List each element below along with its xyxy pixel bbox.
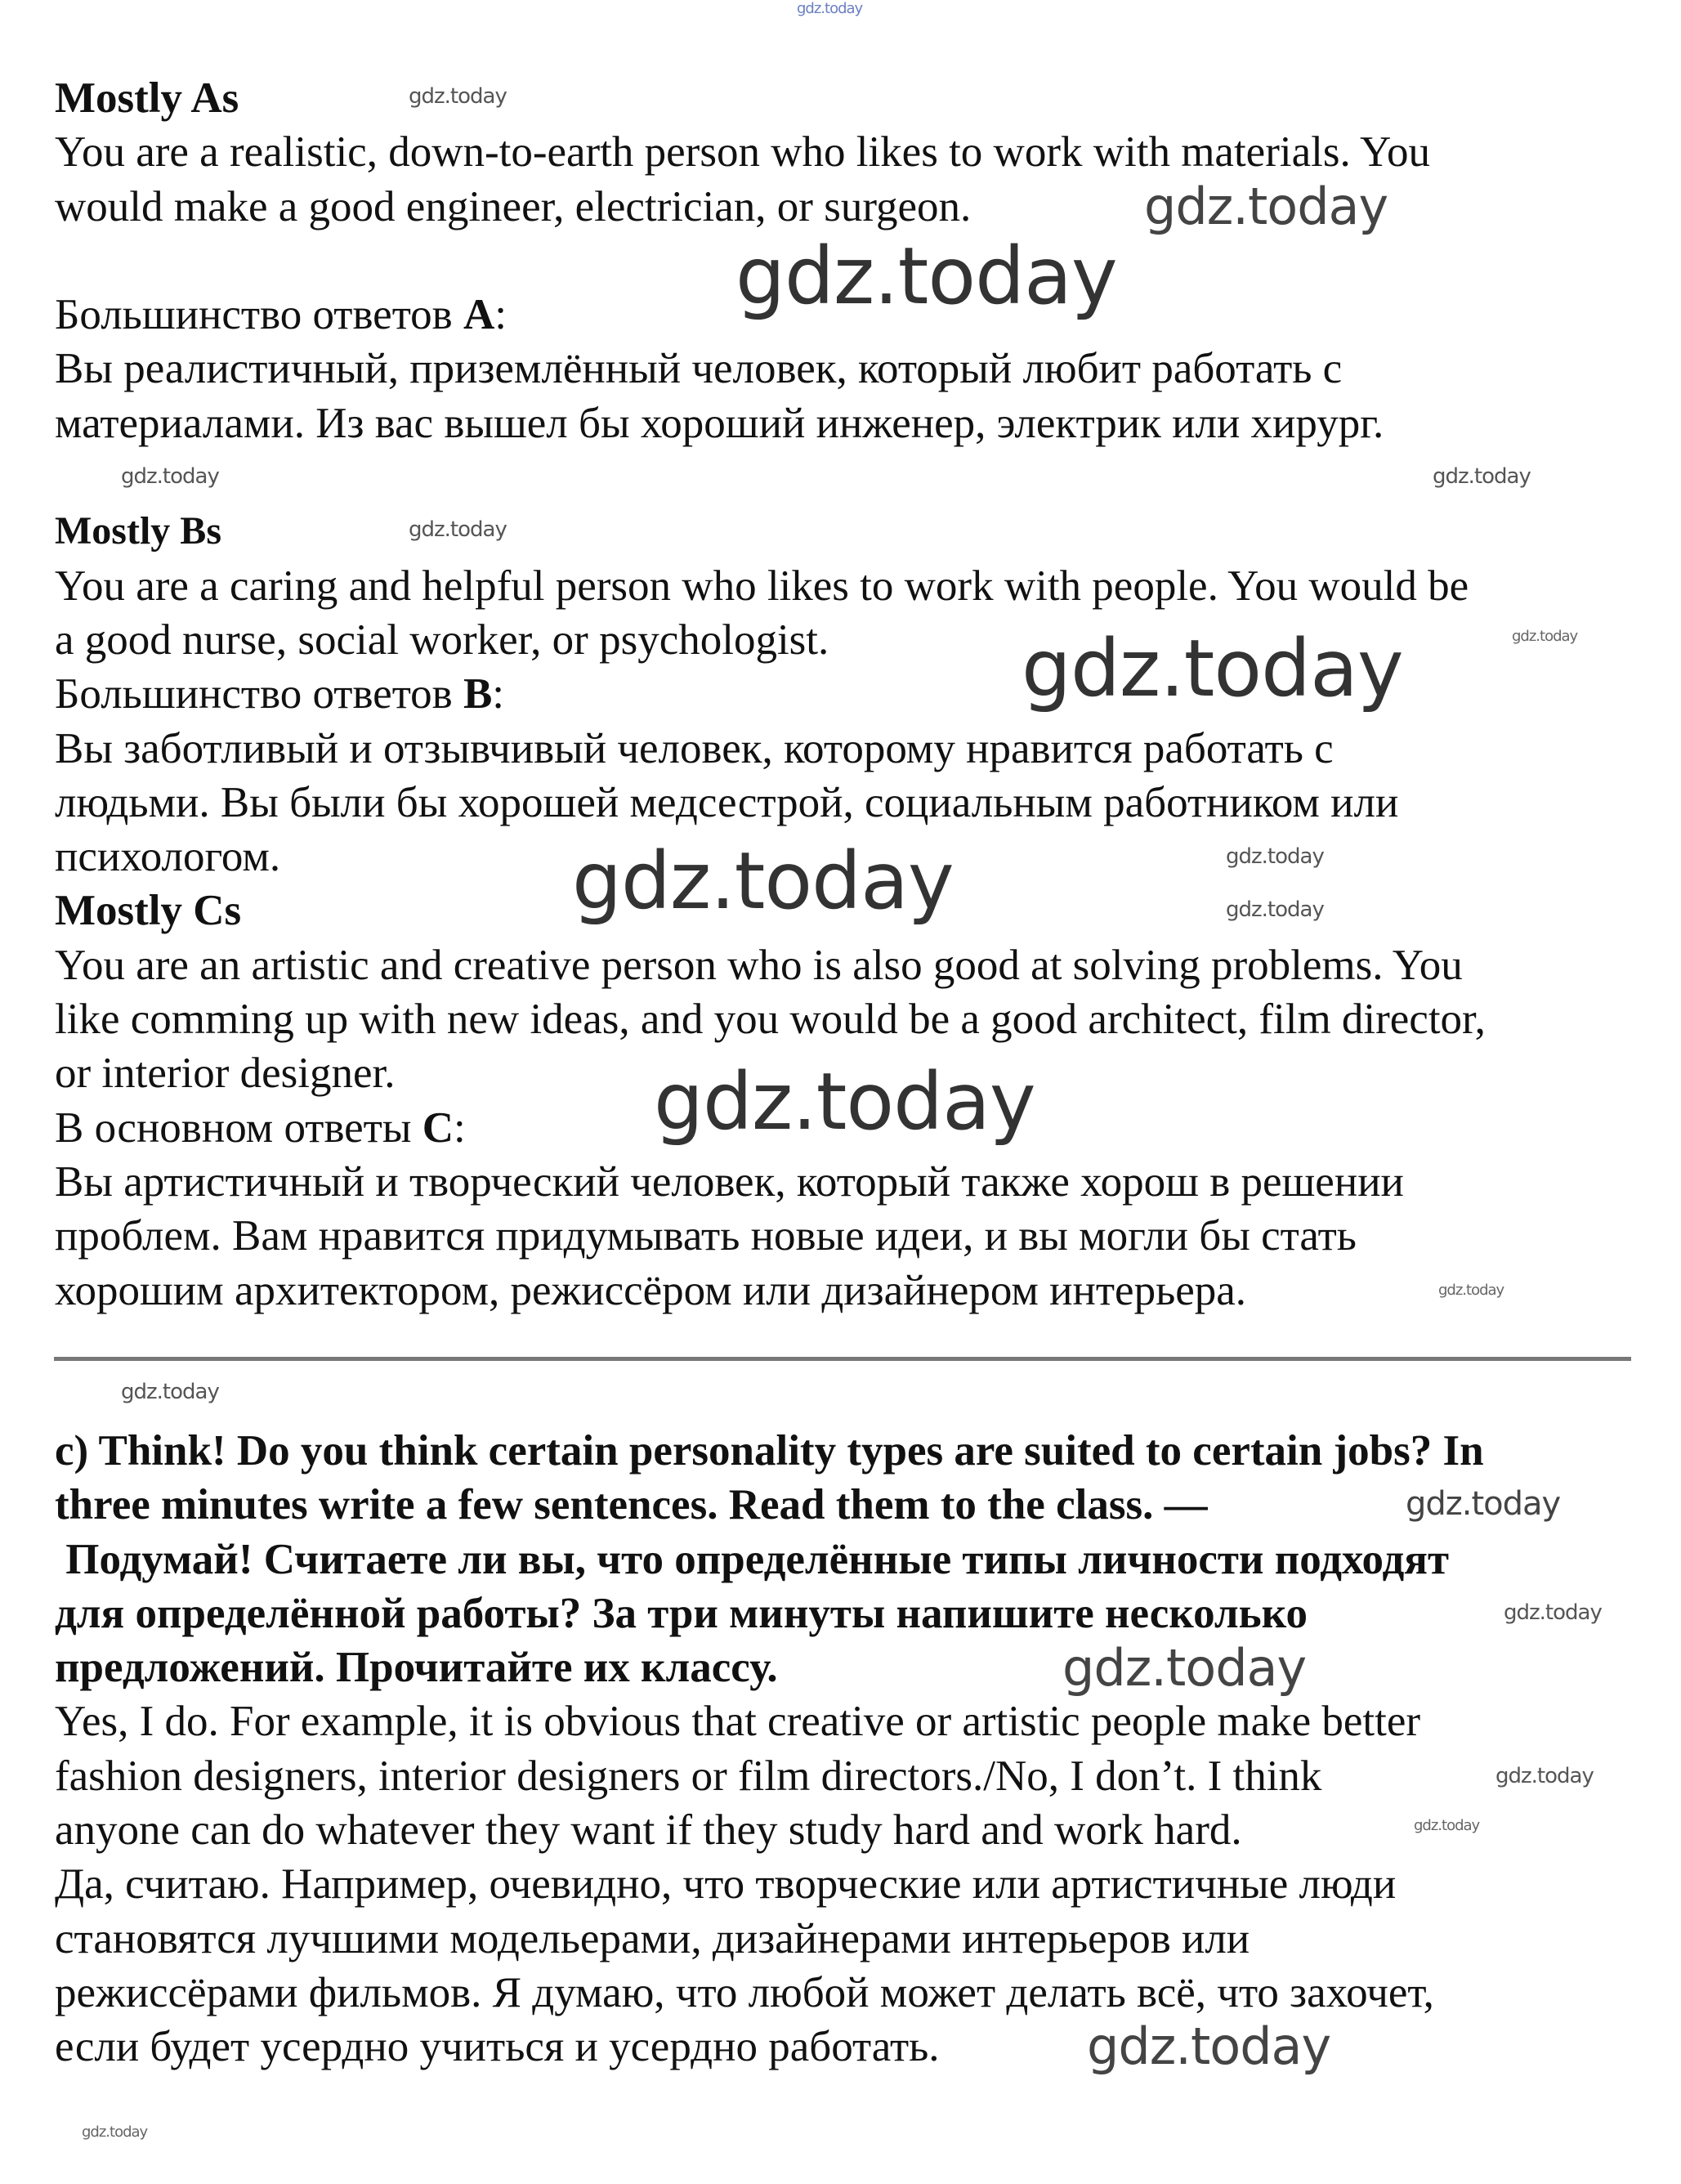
label-colon: : [453, 1103, 466, 1152]
watermark: gdz.today [735, 230, 1117, 322]
watermark: gdz.today [1504, 1600, 1602, 1625]
watermark: gdz.today [409, 517, 507, 542]
watermark: gdz.today [82, 2124, 148, 2141]
text-line: You are a realistic, down-to-earth person who likes to work with materials. You [55, 128, 1430, 177]
label-text: Большинство ответов [55, 670, 463, 718]
heading-mostly-as: Mostly As [55, 74, 239, 122]
watermark: gdz.today [1087, 2016, 1331, 2076]
text-line: a good nurse, social worker, or psychologist. [55, 615, 829, 664]
watermark: gdz.today [1226, 844, 1324, 869]
label-colon: : [492, 670, 505, 718]
watermark: gdz.today [572, 835, 954, 927]
question-line: Подумай! Считаете ли вы, что определённые типы личности подходят [55, 1535, 1449, 1583]
question-line: для определённой работы? За три минуты напишите несколько [55, 1589, 1308, 1637]
section-divider [54, 1357, 1631, 1361]
answer-line: fashion designers, interior designers or film directors./No, I don’t. I think [55, 1752, 1322, 1800]
answer-line: Yes, I do. For example, it is obvious that creative or artistic people make better [55, 1698, 1421, 1746]
label-text: Большинство ответов [55, 291, 463, 339]
watermark: gdz.today [1022, 623, 1403, 714]
question-line: предложений. Прочитайте их классу. [55, 1644, 778, 1692]
text-line: Вы заботливый и отзывчивый человек, которому нравится работать с [55, 724, 1334, 772]
text-line: or interior designer. [55, 1049, 396, 1098]
text-line: материалами. Из вас вышел бы хороший инженер, электрик или хирург. [55, 399, 1384, 447]
text-line: would make a good engineer, electrician, or surgeon. [55, 182, 972, 230]
watermark: gdz.today [797, 0, 863, 17]
label-text: В основном ответы [55, 1103, 422, 1152]
question-line: three minutes write a few sentences. Read them to the class. — [55, 1481, 1208, 1529]
label-letter: B [463, 670, 493, 718]
text-line: You are an artistic and creative person who is also good at solving problems. You [55, 941, 1463, 989]
watermark: gdz.today [654, 1056, 1035, 1148]
text-line: хорошим архитектором, режиссёром или дизайнером интерьера. [55, 1266, 1247, 1314]
watermark: gdz.today [1062, 1638, 1307, 1698]
text-line: Вы реалистичный, приземлённый человек, который любит работать с [55, 345, 1343, 393]
text-line: You are a caring and helpful person who likes to work with people. You would be [55, 562, 1469, 610]
watermark: gdz.today [1433, 464, 1531, 489]
heading-mostly-cs: Mostly Cs [55, 887, 242, 935]
heading-mostly-bs: Mostly Bs [55, 509, 221, 553]
watermark: gdz.today [1226, 897, 1324, 922]
answer-line: Да, считаю. Например, очевидно, что творческие или артистичные люди [55, 1860, 1397, 1909]
watermark: gdz.today [121, 464, 219, 489]
answer-line: если будет усердно учиться и усердно работать. [55, 2023, 940, 2071]
question-line: c) Think! Do you think certain personality types are suited to certain jobs? In [55, 1427, 1484, 1475]
answer-line: anyone can do whatever they want if they study hard and work hard. [55, 1806, 1242, 1855]
watermark: gdz.today [1406, 1485, 1561, 1523]
text-line: Вы артистичный и творческий человек, который также хорош в решении [55, 1157, 1404, 1206]
text-line: людьми. Вы были бы хорошей медсестрой, социальным работником или [55, 778, 1399, 826]
answer-line: становятся лучшими модельерами, дизайнерами интерьеров или [55, 1914, 1250, 1962]
watermark: gdz.today [1144, 177, 1388, 236]
ru-label-b [55, 667, 1656, 721]
watermark: gdz.today [1495, 1764, 1594, 1788]
answer-line: режиссёрами фильмов. Я думаю, что любой может делать всё, что захочет, [55, 1968, 1434, 2016]
text-line: психологом. [55, 833, 281, 881]
watermark: gdz.today [409, 84, 507, 109]
label-colon: : [494, 291, 507, 339]
watermark: gdz.today [121, 1380, 219, 1404]
label-letter: C [422, 1103, 454, 1152]
watermark: gdz.today [1414, 1817, 1480, 1834]
label-letter: A [463, 291, 495, 339]
watermark: gdz.today [1512, 628, 1578, 645]
watermark: gdz.today [1438, 1282, 1504, 1299]
text-line: like comming up with new ideas, and you would be a good architect, film director, [55, 996, 1486, 1044]
text-line: проблем. Вам нравится придумывать новые идеи, и вы могли бы стать [55, 1212, 1357, 1260]
